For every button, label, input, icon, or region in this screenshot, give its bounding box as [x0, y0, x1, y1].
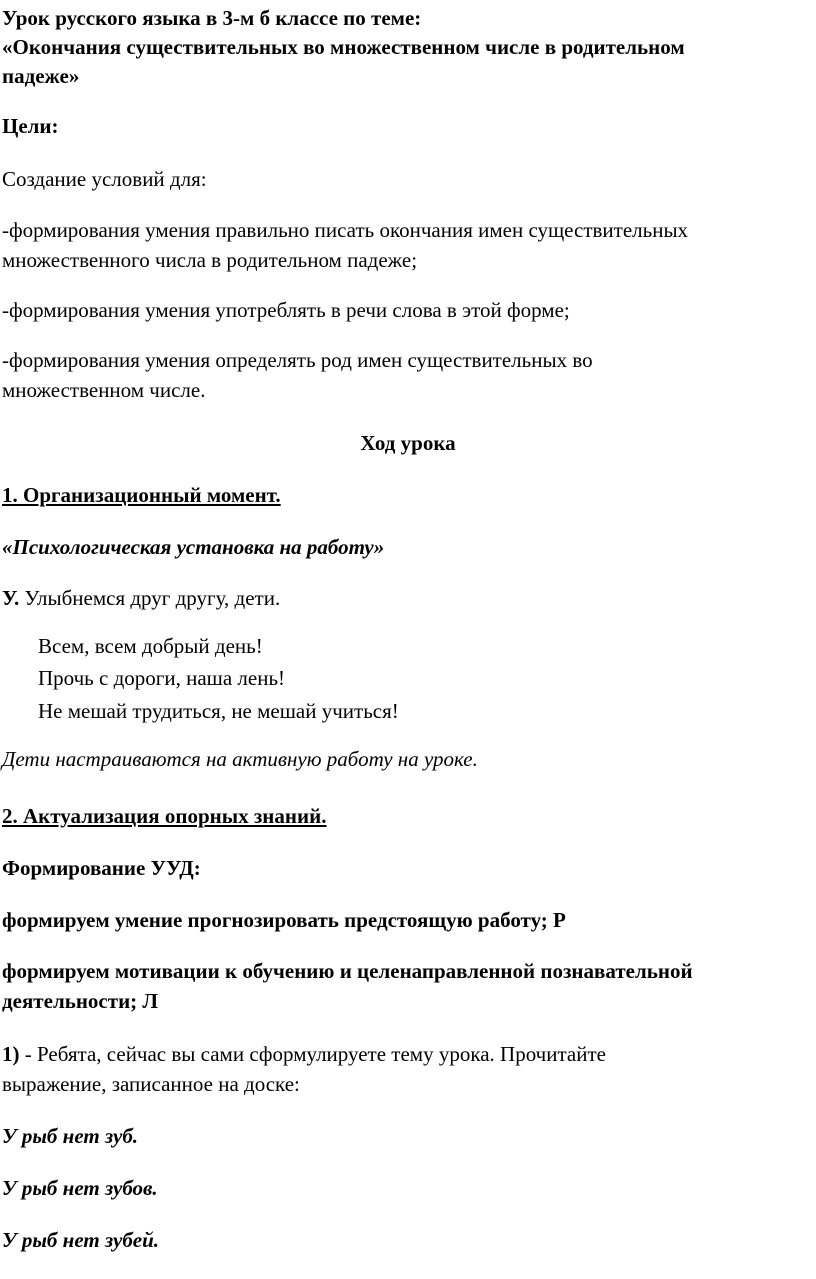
board-phrase-3: У рыб нет зубей.	[2, 1228, 160, 1252]
task-text: - Ребята, сейчас вы сами сформулируете тему урока. Прочитайте	[19, 1042, 606, 1066]
uud-item-1: формируем умение прогнозировать предстоящую работу; Р	[2, 908, 566, 932]
title-line-2: «Окончания существительных во множественном числе в родительном	[2, 35, 685, 59]
children-note: Дети настраиваются на активную работу на уроке.	[2, 747, 478, 771]
poem-line-1: Всем, всем добрый день!	[38, 634, 263, 658]
task-line-2: выражение, записанное на доске:	[2, 1072, 300, 1096]
uud-item-2-line-2: деятельности; Л	[2, 989, 159, 1013]
poem-line-3: Не мешай трудиться, не мешай учиться!	[38, 699, 399, 723]
board-phrase-1: У рыб нет зуб.	[2, 1124, 139, 1148]
poem-line-2: Прочь с дороги, наша лень!	[38, 666, 286, 690]
lesson-heading: Ход урока	[360, 431, 456, 455]
goal-1-line-2: множественного числа в родительном падеже;	[2, 248, 418, 272]
teacher-label: У.	[2, 586, 20, 610]
uud-item-2-line-1: формируем мотивации к обучению и целенаправленной познавательной	[2, 959, 693, 983]
goal-3-line-1: -формирования умения определять род имен существительных во	[2, 348, 593, 372]
goals-heading: Цели:	[2, 114, 59, 138]
board-phrase-2: У рыб нет зубов.	[2, 1176, 158, 1200]
uud-heading: Формирование УУД:	[2, 856, 201, 880]
task-line-1	[2, 1040, 606, 1068]
task-number: 1)	[2, 1042, 20, 1066]
goal-1-line-1: -формирования умения правильно писать окончания имен существительных	[2, 218, 689, 242]
section-2-heading: 2. Актуализация опорных знаний.	[2, 804, 327, 828]
goals-intro: Создание условий для:	[2, 167, 207, 191]
teacher-text: Улыбнемся друг другу, дети.	[19, 586, 281, 610]
section-1-subheading: «Психологическая установка на работу»	[2, 535, 385, 559]
title-line-1: Урок русского языка в 3-м б классе по теме:	[2, 6, 422, 30]
goal-3-line-2: множественном числе.	[2, 378, 206, 402]
title-line-3: падеже»	[2, 64, 80, 88]
goal-2: -формирования умения употреблять в речи слова в этой форме;	[2, 298, 570, 322]
teacher-line	[2, 584, 280, 612]
section-1-heading: 1. Организационный момент.	[2, 483, 281, 507]
